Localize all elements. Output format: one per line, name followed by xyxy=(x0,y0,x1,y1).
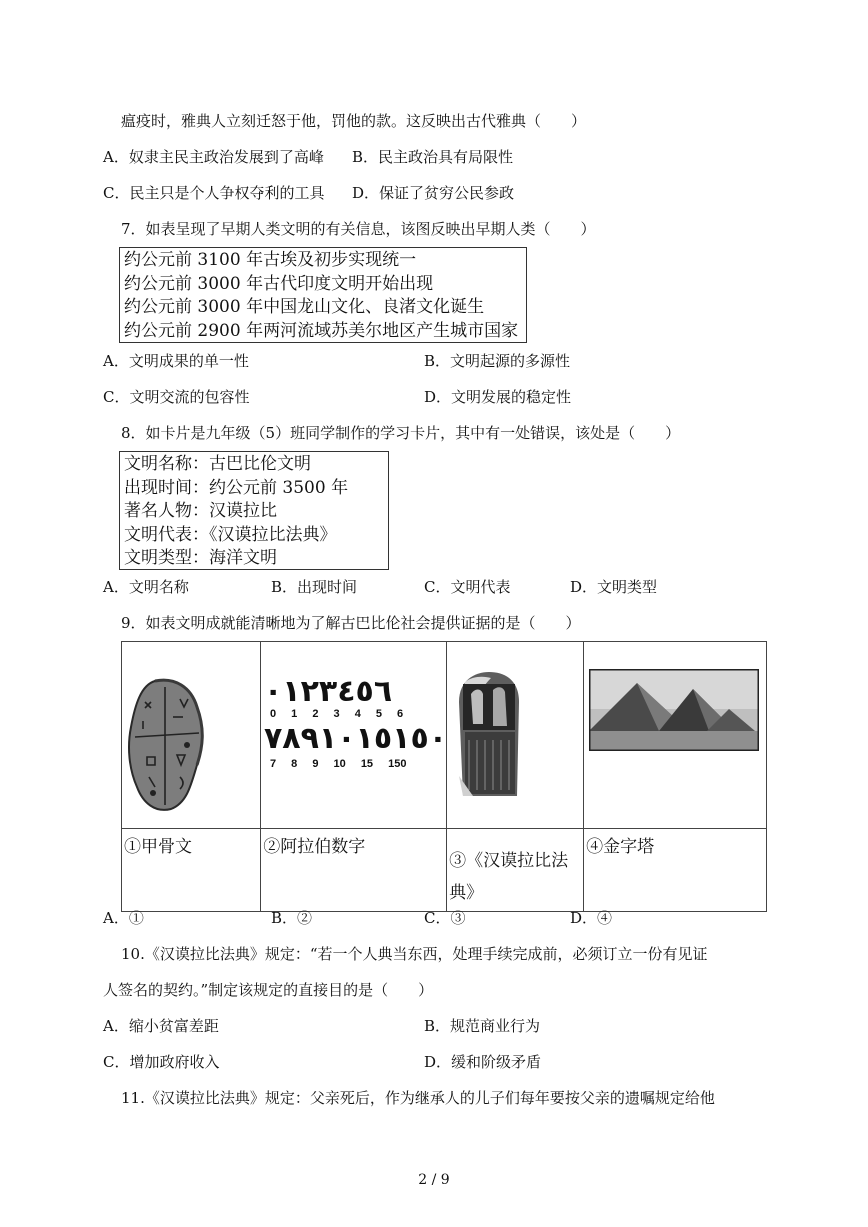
q6-option-b[interactable]: B．民主政治具有局限性 xyxy=(352,148,514,166)
q8-study-card xyxy=(119,451,389,570)
q10-option-b[interactable]: B．规范商业行为 xyxy=(424,1017,541,1035)
q10-option-c[interactable]: C．增加政府收入 xyxy=(103,1053,220,1071)
q7-option-b[interactable]: B．文明起源的多源性 xyxy=(424,352,571,370)
caption-pyramid: ④金字塔 xyxy=(584,829,767,912)
q10-option-d[interactable]: D．缓和阶级矛盾 xyxy=(424,1053,542,1071)
q7-option-a[interactable]: A．文明成果的单一性 xyxy=(103,352,249,370)
q9-option-d[interactable]: D．④ xyxy=(570,909,613,927)
q6-option-d[interactable]: D．保证了贫穷公民参政 xyxy=(352,184,515,202)
q7-info-line: 约公元前 3000 年中国龙山文化、良渚文化诞生 xyxy=(124,297,485,317)
caption-hammurabi-code: ③《汉谟拉比法典》 xyxy=(447,829,584,912)
q7-option-d[interactable]: D．文明发展的稳定性 xyxy=(424,388,572,406)
q10-option-a[interactable]: A．缩小贫富差距 xyxy=(103,1017,219,1035)
q6-stem-tail: 瘟疫时，雅典人立刻迁怒于他，罚他的款。这反映出古代雅典（ ） xyxy=(121,112,587,130)
q8-card-line: 文明类型：海洋文明 xyxy=(124,548,277,568)
q8-option-d[interactable]: D．文明类型 xyxy=(570,578,658,596)
q9-option-a[interactable]: A．① xyxy=(103,909,144,927)
q8-card-line: 著名人物：汉谟拉比 xyxy=(124,501,277,521)
oracle-bone-image xyxy=(125,677,207,812)
q8-option-b[interactable]: B．出现时间 xyxy=(271,578,358,596)
western-digits-bottom: 7 8 9 10 15 150 xyxy=(270,758,407,770)
caption-oracle-bone: ①甲骨文 xyxy=(122,829,261,912)
caption-arabic-numerals: ②阿拉伯数字 xyxy=(261,829,447,912)
eastern-arabic-digits-bottom: ٧٨٩١٠١٥١٥٠ xyxy=(264,721,448,756)
q10-stem-line2: 人签名的契约。”制定该规定的直接目的是（ ） xyxy=(103,981,434,999)
q7-info-line: 约公元前 3000 年古代印度文明开始出现 xyxy=(124,273,434,294)
pyramid-image xyxy=(589,669,759,751)
q8-option-c[interactable]: C．文明代表 xyxy=(424,578,511,596)
q7-info-line: 约公元前 2900 年两河流域苏美尔地区产生城市国家 xyxy=(124,320,519,341)
q7-stem: 7．如表呈现了早期人类文明的有关信息，该图反映出早期人类（ ） xyxy=(121,220,596,238)
q10-stem-line1: 10.《汉谟拉比法典》规定：“若一个人典当东西，处理手续完成前，必须订立一份有见证 xyxy=(121,945,708,963)
eastern-arabic-digits-top: ٠١٢٣٤٥٦ xyxy=(264,674,393,709)
page-number: 2 / 9 xyxy=(418,1172,450,1188)
q9-option-b[interactable]: B．② xyxy=(271,909,313,927)
q6-option-a[interactable]: A．奴隶主民主政治发展到了高峰 xyxy=(103,148,324,166)
hammurabi-stele-image xyxy=(453,672,525,796)
q11-stem: 11.《汉谟拉比法典》规定：父亲死后，作为继承人的儿子们每年要按父亲的遗嘱规定给他 xyxy=(121,1089,715,1107)
arabic-numerals-image xyxy=(264,674,448,776)
q6-option-c[interactable]: C．民主只是个人争权夺利的工具 xyxy=(103,184,325,202)
q7-info-line: 约公元前 3100 年古埃及初步实现统一 xyxy=(124,250,417,270)
q8-card-line: 文明代表：《汉谟拉比法典》 xyxy=(124,524,337,545)
q8-card-line: 出现时间：约公元前 3500 年 xyxy=(124,477,349,498)
q7-option-c[interactable]: C．文明交流的包容性 xyxy=(103,388,250,406)
q7-info-table xyxy=(119,247,527,343)
q8-card-line: 文明名称：古巴比伦文明 xyxy=(124,454,311,474)
q8-stem: 8．如卡片是九年级（5）班同学制作的学习卡片，其中有一处错误，该处是（ ） xyxy=(121,424,681,442)
western-digits-top: 0 1 2 3 4 5 6 xyxy=(270,708,404,720)
q9-option-c[interactable]: C．③ xyxy=(424,909,466,927)
q9-stem: 9．如表文明成就能清晰地为了解古巴比伦社会提供证据的是（ ） xyxy=(121,614,581,632)
q8-option-a[interactable]: A．文明名称 xyxy=(103,578,189,596)
